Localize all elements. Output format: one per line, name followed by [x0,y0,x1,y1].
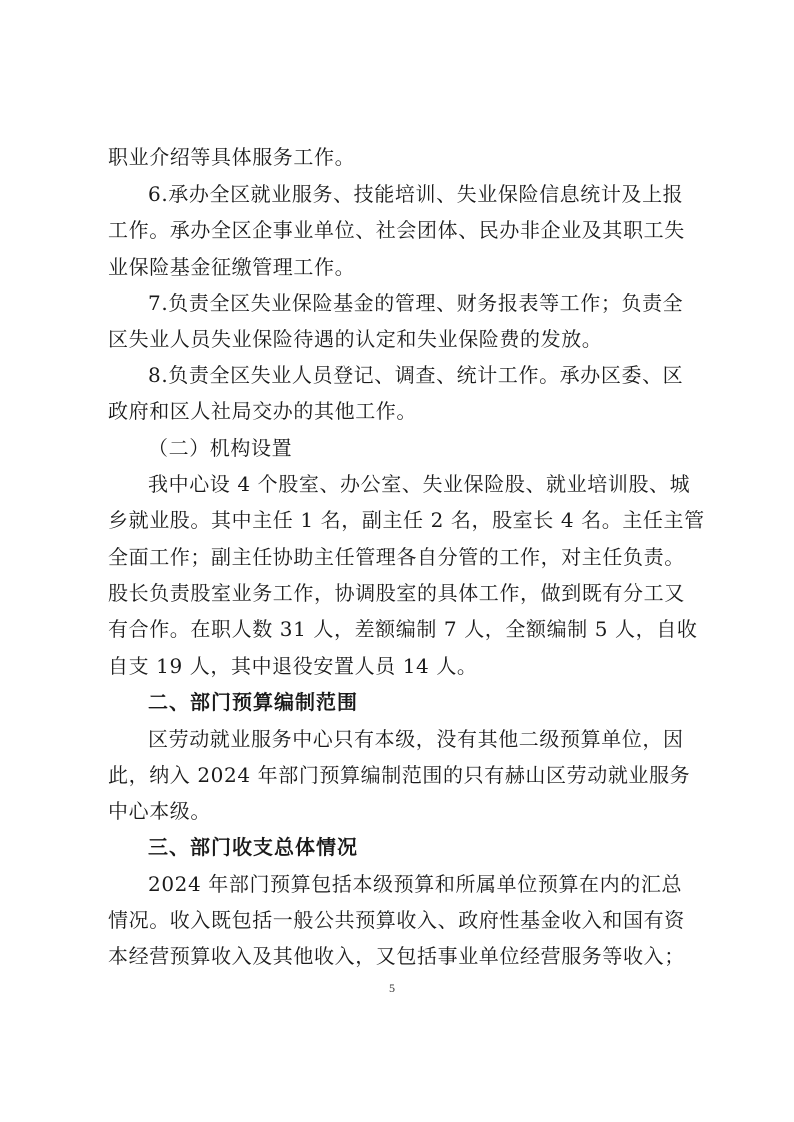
body-line: 7.负责全区失业保险基金的管理、财务报表等工作；负责全 [148,291,684,315]
body-line: 自支 19 人，其中退役安置人员 14 人。 [108,654,478,678]
body-line: 工作。承办全区企事业单位、社会团体、民办非企业及其职工失 [108,218,685,242]
body-line: 8.负责全区失业人员登记、调查、统计工作。承办区委、区 [148,363,684,387]
body-line: 全面工作；副主任协助主任管理各自分管的工作，对主任负责。 [108,545,685,569]
body-line: 业保险基金征缴管理工作。 [108,255,356,279]
body-line: 6.承办全区就业服务、技能培训、失业保险信息统计及上报 [148,182,684,206]
body-line: 情况。收入既包括一般公共预算收入、政府性基金收入和国有资 [108,908,685,932]
section-heading: 二、部门预算编制范围 [148,690,358,714]
body-line: 此，纳入 2024 年部门预算编制范围的只有赫山区劳动就业服务 [108,763,691,787]
body-line: 本经营预算收入及其他收入，又包括事业单位经营服务等收入； [108,944,685,968]
body-line: 政府和区人社局交办的其他工作。 [108,399,417,423]
section-subheading: （二）机构设置 [148,436,293,460]
body-line: 我中心设 4 个股室、办公室、失业保险股、就业培训股、城 [148,472,691,496]
body-line: 区劳动就业服务中心只有本级，没有其他二级预算单位，因 [148,727,684,751]
body-line: 股长负责股室业务工作，协调股室的具体工作，做到既有分工又 [108,581,685,605]
body-line: 乡就业股。其中主任 1 名，副主任 2 名，股室长 4 名。主任主管 [108,508,705,532]
body-line: 2024 年部门预算包括本级预算和所属单位预算在内的汇总 [148,872,683,896]
page-number: 5 [389,981,395,995]
body-line: 有合作。在职人数 31 人，差额编制 7 人，全额编制 5 人，自收 [108,617,698,641]
body-line: 区失业人员失业保险待遇的认定和失业保险费的发放。 [108,327,603,351]
body-line: 职业介绍等具体服务工作。 [108,145,356,169]
section-heading: 三、部门收支总体情况 [148,835,358,859]
body-line: 中心本级。 [108,799,211,823]
